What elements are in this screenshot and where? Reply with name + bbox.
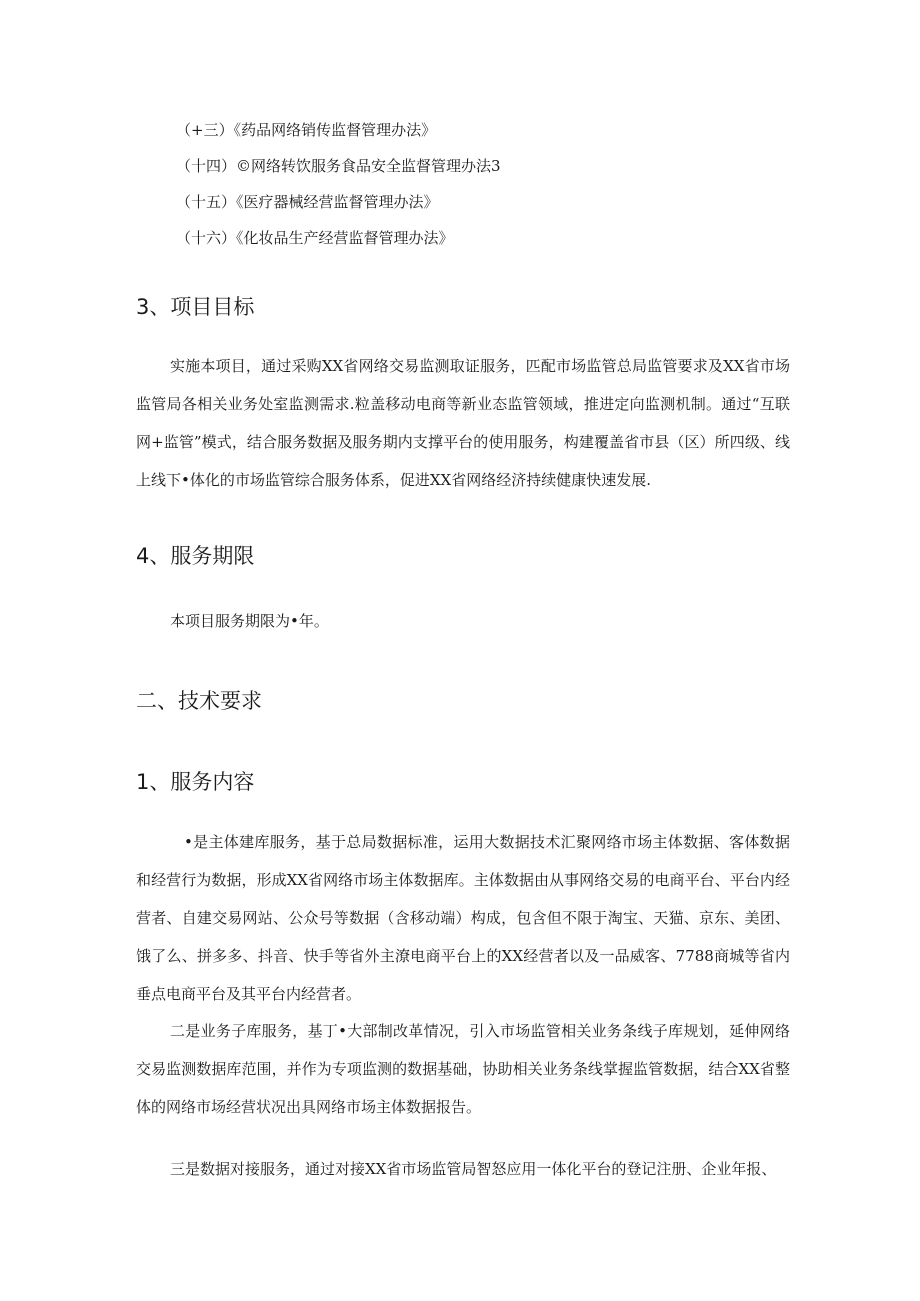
regulation-item: （十四）©网络转饮服务食品安全监督管理办法3 — [176, 157, 501, 175]
service-content-paragraph-2: 二是业务子库服务，基丁•大部制改革情况，引入市场监管相关业务条线子库规划，延伸网络交易监测数据库范围，并作为专项监测的数据基础，协助相关业务条线掌握监管数据，结合XX省整体的网络市场经营状况出具网络市场主体数据报告。 — [136, 1022, 790, 1116]
regulation-item: （+三）《药品网络销传监督管理办法》 — [176, 121, 437, 139]
regulation-item: （十五）《医疗器械经营监督管理办法》 — [176, 193, 439, 211]
project-goal-paragraph: 实施本项目，通过采购XX省网络交易监测取证服务，匹配市场监管总局监管要求及XX省市场监管局各相关业务处室监测需求.粒盖移动电商等新业态监管领域，推进定向监测机制。通过“互联网+监管”模式，结合服务数据及服务期内支撑平台的使用服务，构建覆盖省市县（区）所四级、线上线下•体化的市场监管综合服务体系，促进XX省网络经济持续健康快速发展. — [136, 357, 790, 489]
section-heading-project-goal: 3、项目目标 — [136, 295, 255, 319]
regulation-list — [176, 112, 501, 256]
service-content-paragraph-3: 三是数据对接服务，通过对接XX省市场监管局智怒应用一体化平台的登记注册、企业年报、 — [170, 1160, 777, 1178]
service-period-paragraph: 本项目服务期限为•年。 — [170, 612, 329, 630]
section-heading-technical-requirements: 二、技术要求 — [136, 689, 262, 713]
section-heading-service-content: 1、服务内容 — [136, 770, 255, 794]
section-heading-service-period: 4、服务期限 — [136, 544, 255, 568]
regulation-item: （十六）《化妆品生产经营监督管理办法》 — [176, 229, 454, 247]
service-content-paragraph-1: •是主体建库服务，基于总局数据标准，运用大数据技术汇聚网络市场主体数据、客体数据和经营行为数据，形成XX省网络市场主体数据库。主体数据由从事网络交易的电商平台、平台内经营者、自建交易网站、公众号等数据（含移动端）构成，包含但不限于淘宝、天猫、京东、美团、饿了么、拼多多、抖音、快手等省外主潦电商平台上的XX经营者以及一品威客、7788商城等省内垂点电商平台及其平台内经营者。 — [136, 833, 790, 1003]
